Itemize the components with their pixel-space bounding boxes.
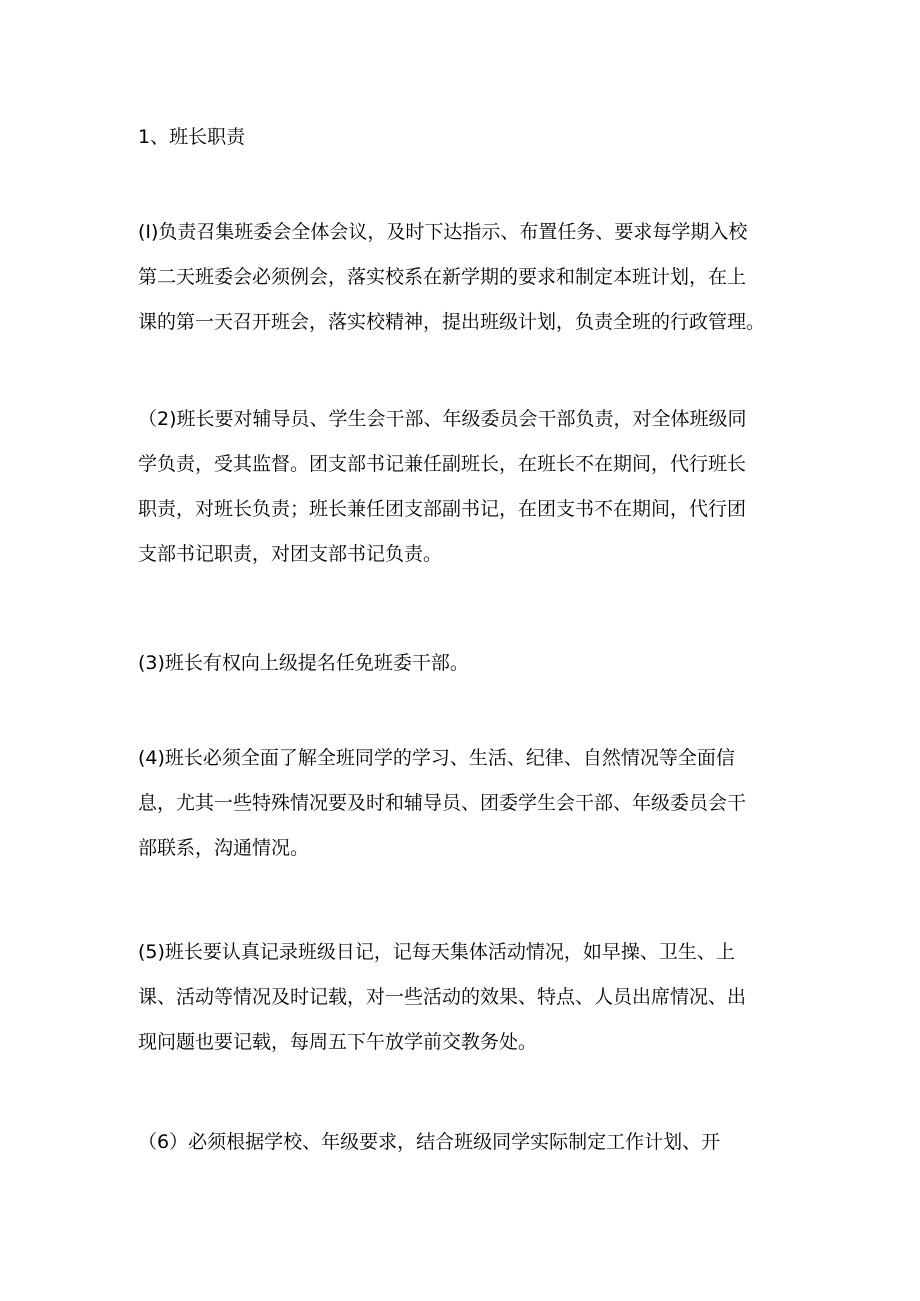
paragraph-line: (4)班长必须全面了解全班同学的学习、生活、纪律、自然情况等全面信 <box>138 747 735 769</box>
paragraph-6 <box>138 1120 788 1165</box>
paragraph-line: (3)班长有权向上级提名任免班委干部。 <box>138 652 469 674</box>
paragraph-1 <box>138 210 788 345</box>
paragraph-line: （2)班长要对辅导员、学生会干部、年级委员会干部负责，对全体班级同 <box>138 408 747 430</box>
paragraph-line: (5)班长要认真记录班级日记，记每天集体活动情况，如早操、卫生、上 <box>138 941 735 963</box>
section-heading: 1、班长职责 <box>138 126 246 148</box>
paragraph-line: 息，尤其一些特殊情况要及时和辅导员、团委学生会干部、年级委员会干 <box>138 792 747 814</box>
paragraph-5 <box>138 930 788 1065</box>
paragraph-line: 支部书记职责，对团支部书记负责。 <box>138 543 443 565</box>
paragraph-3 <box>138 641 788 686</box>
paragraph-line: 现问题也要记载，每周五下午放学前交教务处。 <box>138 1031 538 1053</box>
paragraph-2 <box>138 397 788 577</box>
paragraph-line: (I)负责召集班委会全体会议，及时下达指示、布置任务、要求每学期入校 <box>138 221 748 243</box>
paragraph-4 <box>138 736 788 871</box>
paragraph-line: （6）必须根据学校、年级要求，结合班级同学实际制定工作计划、开 <box>138 1131 721 1153</box>
paragraph-line: 第二天班委会必须例会，落实校系在新学期的要求和制定本班计划，在上 <box>138 266 747 288</box>
paragraph-line: 课、活动等情况及时记载，对一些活动的效果、特点、人员出席情况、出 <box>138 986 747 1008</box>
paragraph-line: 部联系，沟通情况。 <box>138 837 310 859</box>
paragraph-line: 职责，对班长负责；班长兼任团支部副书记，在团支书不在期间，代行团 <box>138 498 747 520</box>
paragraph-line: 课的第一天召开班会，落实校精神，提出班级计划，负责全班的行政管理。 <box>138 311 766 333</box>
paragraph-line: 学负责，受其监督。团支部书记兼任副班长，在班长不在期间，代行班长 <box>138 453 747 475</box>
